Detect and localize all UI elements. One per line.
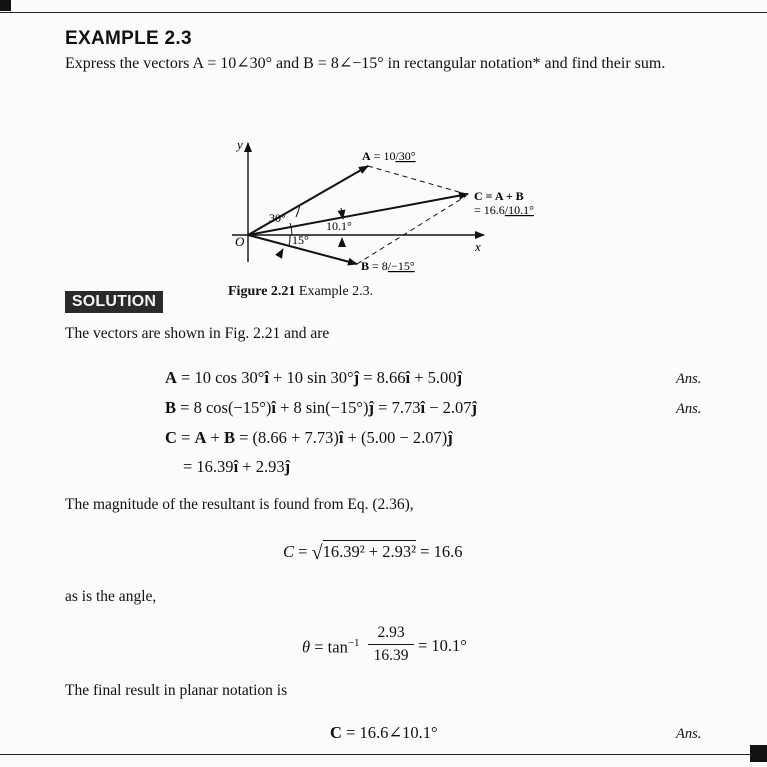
magnitude-equation: C = √16.39² + 2.93² = 16.6 <box>283 542 463 564</box>
bottom-rule <box>0 754 750 755</box>
answer-mark-3: Ans. <box>676 726 702 742</box>
dashed-line-A-to-C <box>368 166 466 194</box>
vector-diagram <box>0 0 767 290</box>
theta-left: $\theta = \tan^{-1}$ <box>302 637 360 657</box>
problem-statement: Express the vectors A = 10∠30° and B = 8∠−15° in rectangular notation* and find their sum. <box>65 55 666 72</box>
axis-y-label: y <box>237 137 243 152</box>
origin-label: O <box>235 234 245 249</box>
equation-A: A = 10 cos 30°î + 10 sin 30°ĵ = 8.66î + 5.00ĵ <box>165 368 463 387</box>
caption-label: Figure 2.21 <box>228 284 296 299</box>
solution-intro: The vectors are shown in Fig. 2.21 and are <box>65 325 330 342</box>
arc-15 <box>289 235 290 246</box>
sqrt-radicand: 16.39² + 2.93² <box>322 542 417 561</box>
theta-denominator: 16.39 <box>373 647 409 664</box>
magnitude-text: The magnitude of the resultant is found from Eq. (2.36), <box>65 496 414 513</box>
angle-15-label: 15° <box>292 233 309 247</box>
theta-numerator: 2.93 <box>368 624 414 645</box>
label-C1: C = A + B <box>474 189 524 203</box>
label-A-rest: = 10 <box>370 149 396 163</box>
dashed-line-B-to-C <box>357 196 466 264</box>
final-text: The final result in planar notation is <box>65 682 288 699</box>
answer-mark-1: Ans. <box>676 371 702 387</box>
label-B: B = 8/−15° <box>361 259 415 273</box>
label-A: A = 10/30° <box>362 149 416 163</box>
magnitude-value: = 16.6 <box>416 542 463 561</box>
angle-101-label: 10.1° <box>326 219 352 233</box>
label-C2-angle: /10.1° <box>504 203 534 217</box>
label-C2: = 16.6/10.1° <box>474 203 534 217</box>
sqrt-sign: √ <box>311 542 323 564</box>
axis-x-label: x <box>475 239 481 254</box>
label-B-angle: /−15° <box>387 259 415 273</box>
angle-30-label: 30° <box>269 211 286 225</box>
solution-badge: SOLUTION <box>65 291 163 313</box>
angle-text: as is the angle, <box>65 588 157 605</box>
arc-marker-15 <box>279 249 283 256</box>
equation-B: B = 8 cos(−15°)î + 8 sin(−15°)ĵ = 7.73î − 2.07ĵ <box>165 398 477 417</box>
theta-fraction <box>368 624 414 665</box>
caption-text: Example 2.3. <box>298 284 374 299</box>
theta-result: = 10.1° <box>418 636 467 655</box>
equation-C-result: = 16.39î + 2.93ĵ <box>183 457 291 476</box>
final-equation: C = 16.6∠10.1° <box>330 723 438 742</box>
answer-mark-2: Ans. <box>676 401 702 417</box>
label-A-angle: /30° <box>395 149 416 163</box>
example-heading: EXAMPLE 2.3 <box>65 28 192 49</box>
corner-mark-bottom-right <box>750 745 767 762</box>
figure-caption <box>228 285 373 299</box>
equation-C: C = A + B = (8.66 + 7.73)î + (5.00 − 2.07)ĵ <box>165 428 453 447</box>
theta-sup: −1 <box>347 637 360 649</box>
